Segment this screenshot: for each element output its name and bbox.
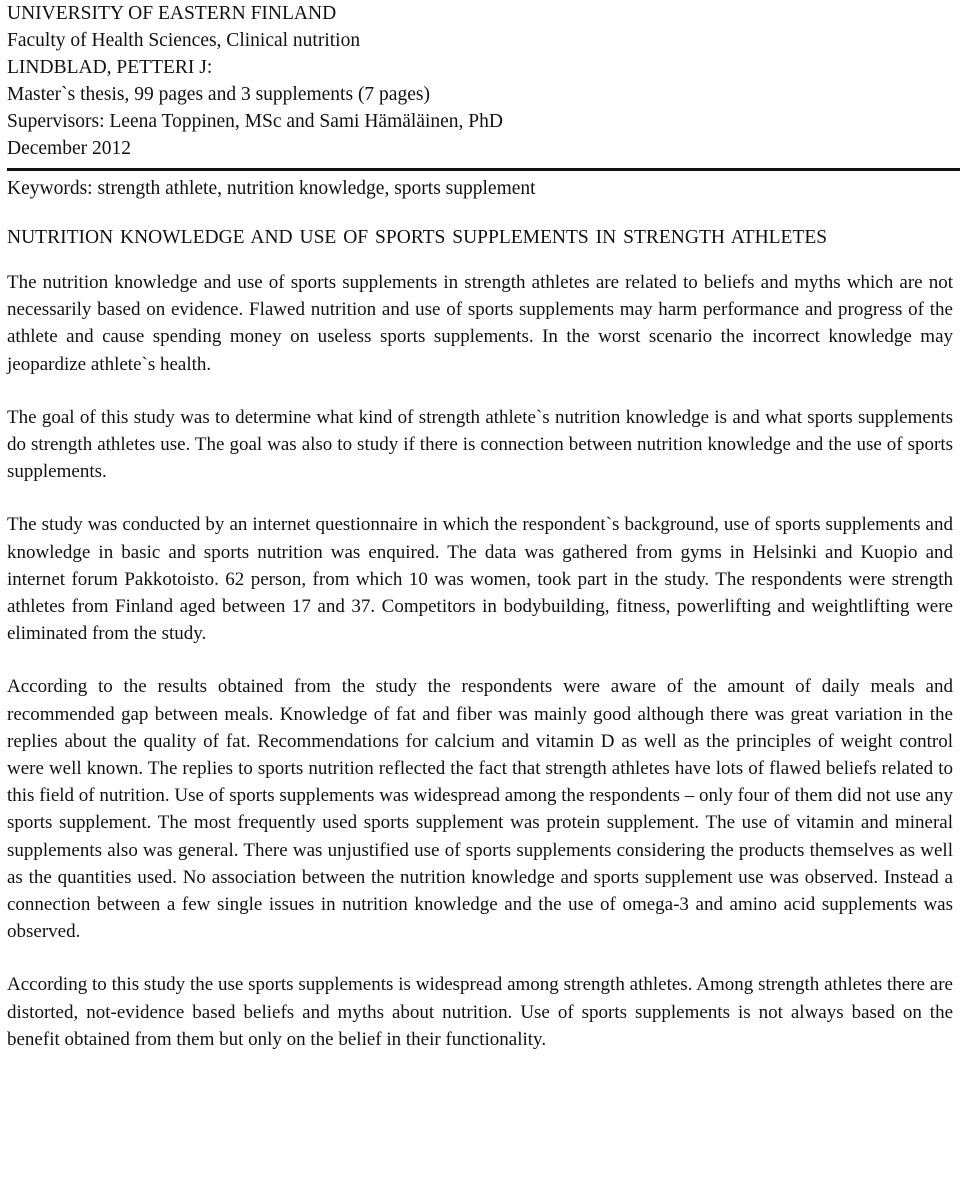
thesis-date: December 2012 <box>7 138 131 159</box>
abstract-paragraph-1: The nutrition knowledge and use of sports supplements in strength athletes are related to beliefs and myths which are not necessarily based on evidence. Flawed nutrition and use of sports supplements may harm performance and progress of the athlete and cause spending money on useless sports supplements. In the worst scenario the incorrect knowledge may jeopardize athlete`s health. <box>7 272 953 375</box>
document-page <box>7 0 953 1053</box>
abstract-paragraph-4: According to the results obtained from the study the respondents were aware of the amount of daily meals and recommended gap between meals. Knowledge of fat and fiber was mainly good although there was great variation in the replies about the quality of fat. Recommendations for calcium and vitamin D as well as the principles of weight control were well known. The replies to sports nutrition reflected the fact that strength athletes have lots of flawed beliefs related to this field of nutrition. Use of sports supplements was widespread among the respondents – only four of them did not use any sports supplement. The most frequently used sports supplement was protein supplement. The use of vitamin and mineral supplements also was general. There was unjustified use of sports supplements considering the products themselves as well as the quantities used. No association between the nutrition knowledge and sports supplement use was observed. Instead a connection between a few single issues in nutrition knowledge and the use of omega-3 and amino acid supplements was observed. <box>7 676 953 943</box>
header-block <box>7 0 953 162</box>
thesis-info: Master`s thesis, 99 pages and 3 supplements (7 pages) <box>7 84 430 105</box>
keywords: Keywords: strength athlete, nutrition knowledge, sports supplement <box>7 178 536 199</box>
abstract-paragraph-5: According to this study the use sports supplements is widespread among strength athletes. Among strength athletes there are distorted, not-evidence based beliefs and myths about nutrition. Use of sports supplements is not always based on the benefit obtained from them but only on the belief in their functionality. <box>7 974 953 1050</box>
abstract-paragraph-2: The goal of this study was to determine what kind of strength athlete`s nutrition knowledge is and what sports supplements do strength athletes use. The goal was also to study if there is connection between nutrition knowledge and the use of sports supplements. <box>7 406 953 483</box>
thesis-title: NUTRITION KNOWLEDGE AND USE OF SPORTS SUPPLEMENTS IN STRENGTH ATHLETES <box>7 227 828 248</box>
faculty-name: Faculty of Health Sciences, Clinical nutrition <box>7 30 361 51</box>
abstract-paragraph-3: The study was conducted by an internet questionnaire in which the respondent`s background, use of sports supplements and knowledge in basic and sports nutrition was enquired. The data was gathered from gyms in Helsinki and Kuopio and internet forum Pakkotoisto. 62 person, from which 10 was women, took part in the study. The respondents were strength athletes from Finland aged between 17 and 37. Competitors in bodybuilding, fitness, powerlifting and weightlifting were eliminated from the study. <box>7 514 953 645</box>
supervisors: Supervisors: Leena Toppinen, MSc and Sami Hämäläinen, PhD <box>7 111 503 132</box>
header-divider <box>7 168 960 171</box>
university-name: UNIVERSITY OF EASTERN FINLAND <box>7 3 337 24</box>
author-name: LINDBLAD, PETTERI J: <box>7 57 213 78</box>
